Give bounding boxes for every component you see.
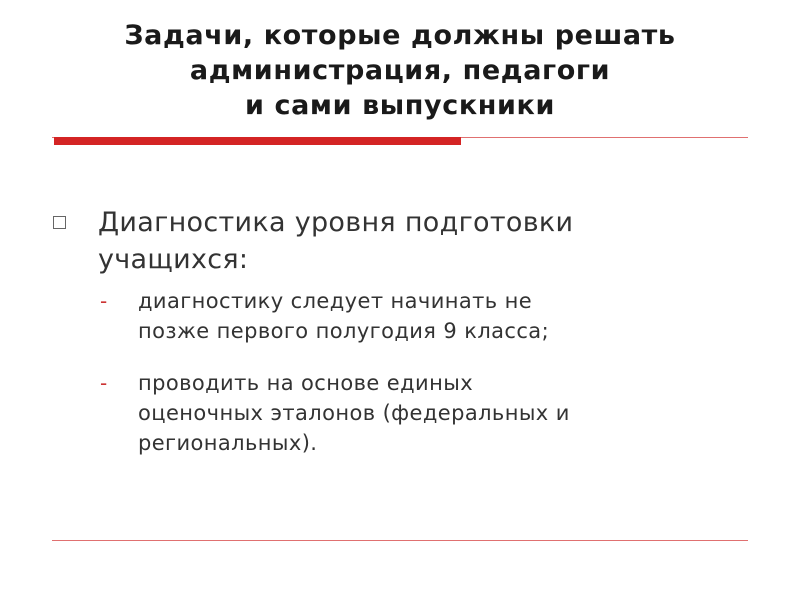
title-line: администрация, педагоги — [189, 55, 611, 86]
sub-item-line: региональных). — [138, 431, 318, 455]
sub-item-text — [138, 286, 738, 346]
sub-item-line: оценочных эталонов (федеральных и — [138, 401, 570, 425]
sub-item-line: позже первого полугодия 9 класса; — [138, 319, 550, 343]
footer-divider-line — [52, 540, 748, 541]
dash-bullet-icon: - — [100, 371, 108, 395]
title-line: и сами выпускники — [244, 90, 556, 121]
hollow-square-bullet-icon — [53, 216, 66, 229]
main-item-line: учащихся: — [98, 244, 249, 275]
main-item-line: Диагностика уровня подготовки — [98, 207, 574, 238]
title-line: Задачи, которые должны решать — [124, 20, 676, 51]
sub-item-line: диагностику следует начинать не — [138, 289, 533, 313]
dash-bullet-icon: - — [100, 289, 108, 313]
title-accent-bar — [54, 137, 461, 145]
sub-item-text — [138, 368, 738, 458]
main-list-item — [98, 204, 738, 278]
sub-item-line: проводить на основе единых — [138, 371, 474, 395]
slide-title — [50, 18, 750, 123]
